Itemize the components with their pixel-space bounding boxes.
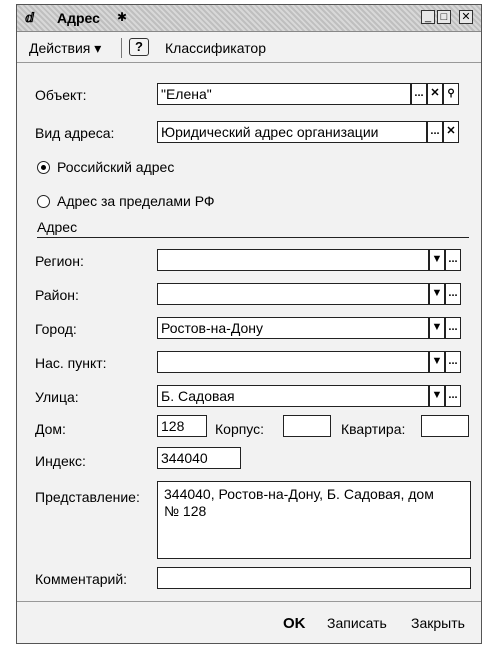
search-icon: ⚲ — [447, 88, 455, 99]
region-select-button[interactable] — [445, 249, 461, 271]
settlement-field[interactable] — [157, 351, 429, 373]
address-section-title: Адрес — [37, 219, 78, 235]
minimize-button[interactable]: _ — [421, 10, 435, 24]
ok-button[interactable]: OK — [283, 615, 306, 632]
toolbar — [17, 32, 481, 63]
district-select-button[interactable] — [445, 283, 461, 305]
city-field[interactable]: Ростов-на-Дону — [157, 317, 429, 339]
house-label: Дом: — [35, 421, 66, 437]
building-label: Корпус: — [215, 421, 265, 437]
actions-menu[interactable]: Действия ▾ — [29, 40, 102, 56]
ellipsis-icon: ... — [448, 389, 458, 401]
chevron-down-icon: ▼ — [431, 287, 443, 299]
footer-divider — [17, 601, 481, 602]
comment-field[interactable] — [157, 567, 471, 589]
clear-icon: ✕ — [446, 125, 456, 137]
city-label: Город: — [35, 321, 77, 337]
street-field[interactable]: Б. Садовая — [157, 385, 429, 407]
representation-textarea[interactable]: 344040, Ростов-на-Дону, Б. Садовая, дом № 128 — [157, 481, 471, 559]
window-title: Адрес — [57, 10, 100, 26]
house-field[interactable]: 128 — [157, 415, 207, 437]
address-type-label: Вид адреса: — [35, 125, 115, 141]
settlement-dropdown-button[interactable] — [429, 351, 445, 373]
address-type-select-button[interactable] — [427, 121, 443, 143]
radio-russian-label[interactable]: Российский адрес — [57, 159, 175, 175]
ellipsis-icon: ... — [448, 287, 458, 299]
settlement-select-button[interactable] — [445, 351, 461, 373]
street-label: Улица: — [35, 389, 79, 405]
city-select-button[interactable] — [445, 317, 461, 339]
apartment-field[interactable] — [421, 415, 469, 437]
object-field[interactable]: "Елена" — [157, 83, 411, 105]
classifier-button[interactable]: Классификатор — [165, 40, 267, 56]
ellipsis-icon: ... — [448, 321, 458, 333]
help-button[interactable]: ? — [129, 38, 149, 56]
toolbar-separator — [121, 38, 122, 58]
chevron-down-icon: ▼ — [431, 253, 443, 265]
maximize-button[interactable]: □ — [437, 10, 451, 24]
region-dropdown-button[interactable] — [429, 249, 445, 271]
object-select-button[interactable] — [411, 83, 427, 105]
region-field[interactable] — [157, 249, 429, 271]
city-dropdown-button[interactable] — [429, 317, 445, 339]
address-window — [16, 4, 482, 644]
close-button[interactable]: Закрыть — [411, 615, 465, 631]
ellipsis-icon: ... — [448, 355, 458, 367]
district-field[interactable] — [157, 283, 429, 305]
radio-foreign-address[interactable] — [37, 195, 50, 208]
chevron-down-icon: ▼ — [431, 355, 443, 367]
settlement-label: Нас. пункт: — [35, 355, 107, 371]
clear-icon: ✕ — [430, 87, 440, 99]
chevron-down-icon: ▼ — [431, 389, 443, 401]
object-search-button[interactable] — [443, 83, 459, 105]
building-field[interactable] — [283, 415, 331, 437]
ellipsis-icon: ... — [414, 87, 424, 99]
district-label: Район: — [35, 287, 79, 303]
object-label: Объект: — [35, 87, 87, 103]
close-window-button[interactable]: ✕ — [459, 10, 473, 24]
ellipsis-icon: ... — [430, 125, 440, 137]
radio-russian-address[interactable] — [37, 161, 50, 174]
comment-label: Комментарий: — [35, 571, 128, 587]
title-bar — [17, 5, 481, 32]
radio-foreign-label[interactable]: Адрес за пределами РФ — [57, 193, 215, 209]
index-label: Индекс: — [35, 453, 86, 469]
address-type-clear-button[interactable] — [443, 121, 459, 143]
apartment-label: Квартира: — [341, 421, 406, 437]
district-dropdown-button[interactable] — [429, 283, 445, 305]
pin-icon[interactable]: ✱ — [117, 10, 128, 24]
street-dropdown-button[interactable] — [429, 385, 445, 407]
app-icon: ⅆ — [25, 10, 35, 25]
address-type-field[interactable]: Юридический адрес организации — [157, 121, 427, 143]
object-clear-button[interactable] — [427, 83, 443, 105]
index-field[interactable]: 344040 — [157, 447, 241, 469]
ellipsis-icon: ... — [448, 253, 458, 265]
region-label: Регион: — [35, 253, 84, 269]
representation-label: Представление: — [35, 489, 140, 505]
section-divider — [37, 237, 469, 238]
save-button[interactable]: Записать — [327, 615, 387, 631]
street-select-button[interactable] — [445, 385, 461, 407]
chevron-down-icon: ▼ — [431, 321, 443, 333]
